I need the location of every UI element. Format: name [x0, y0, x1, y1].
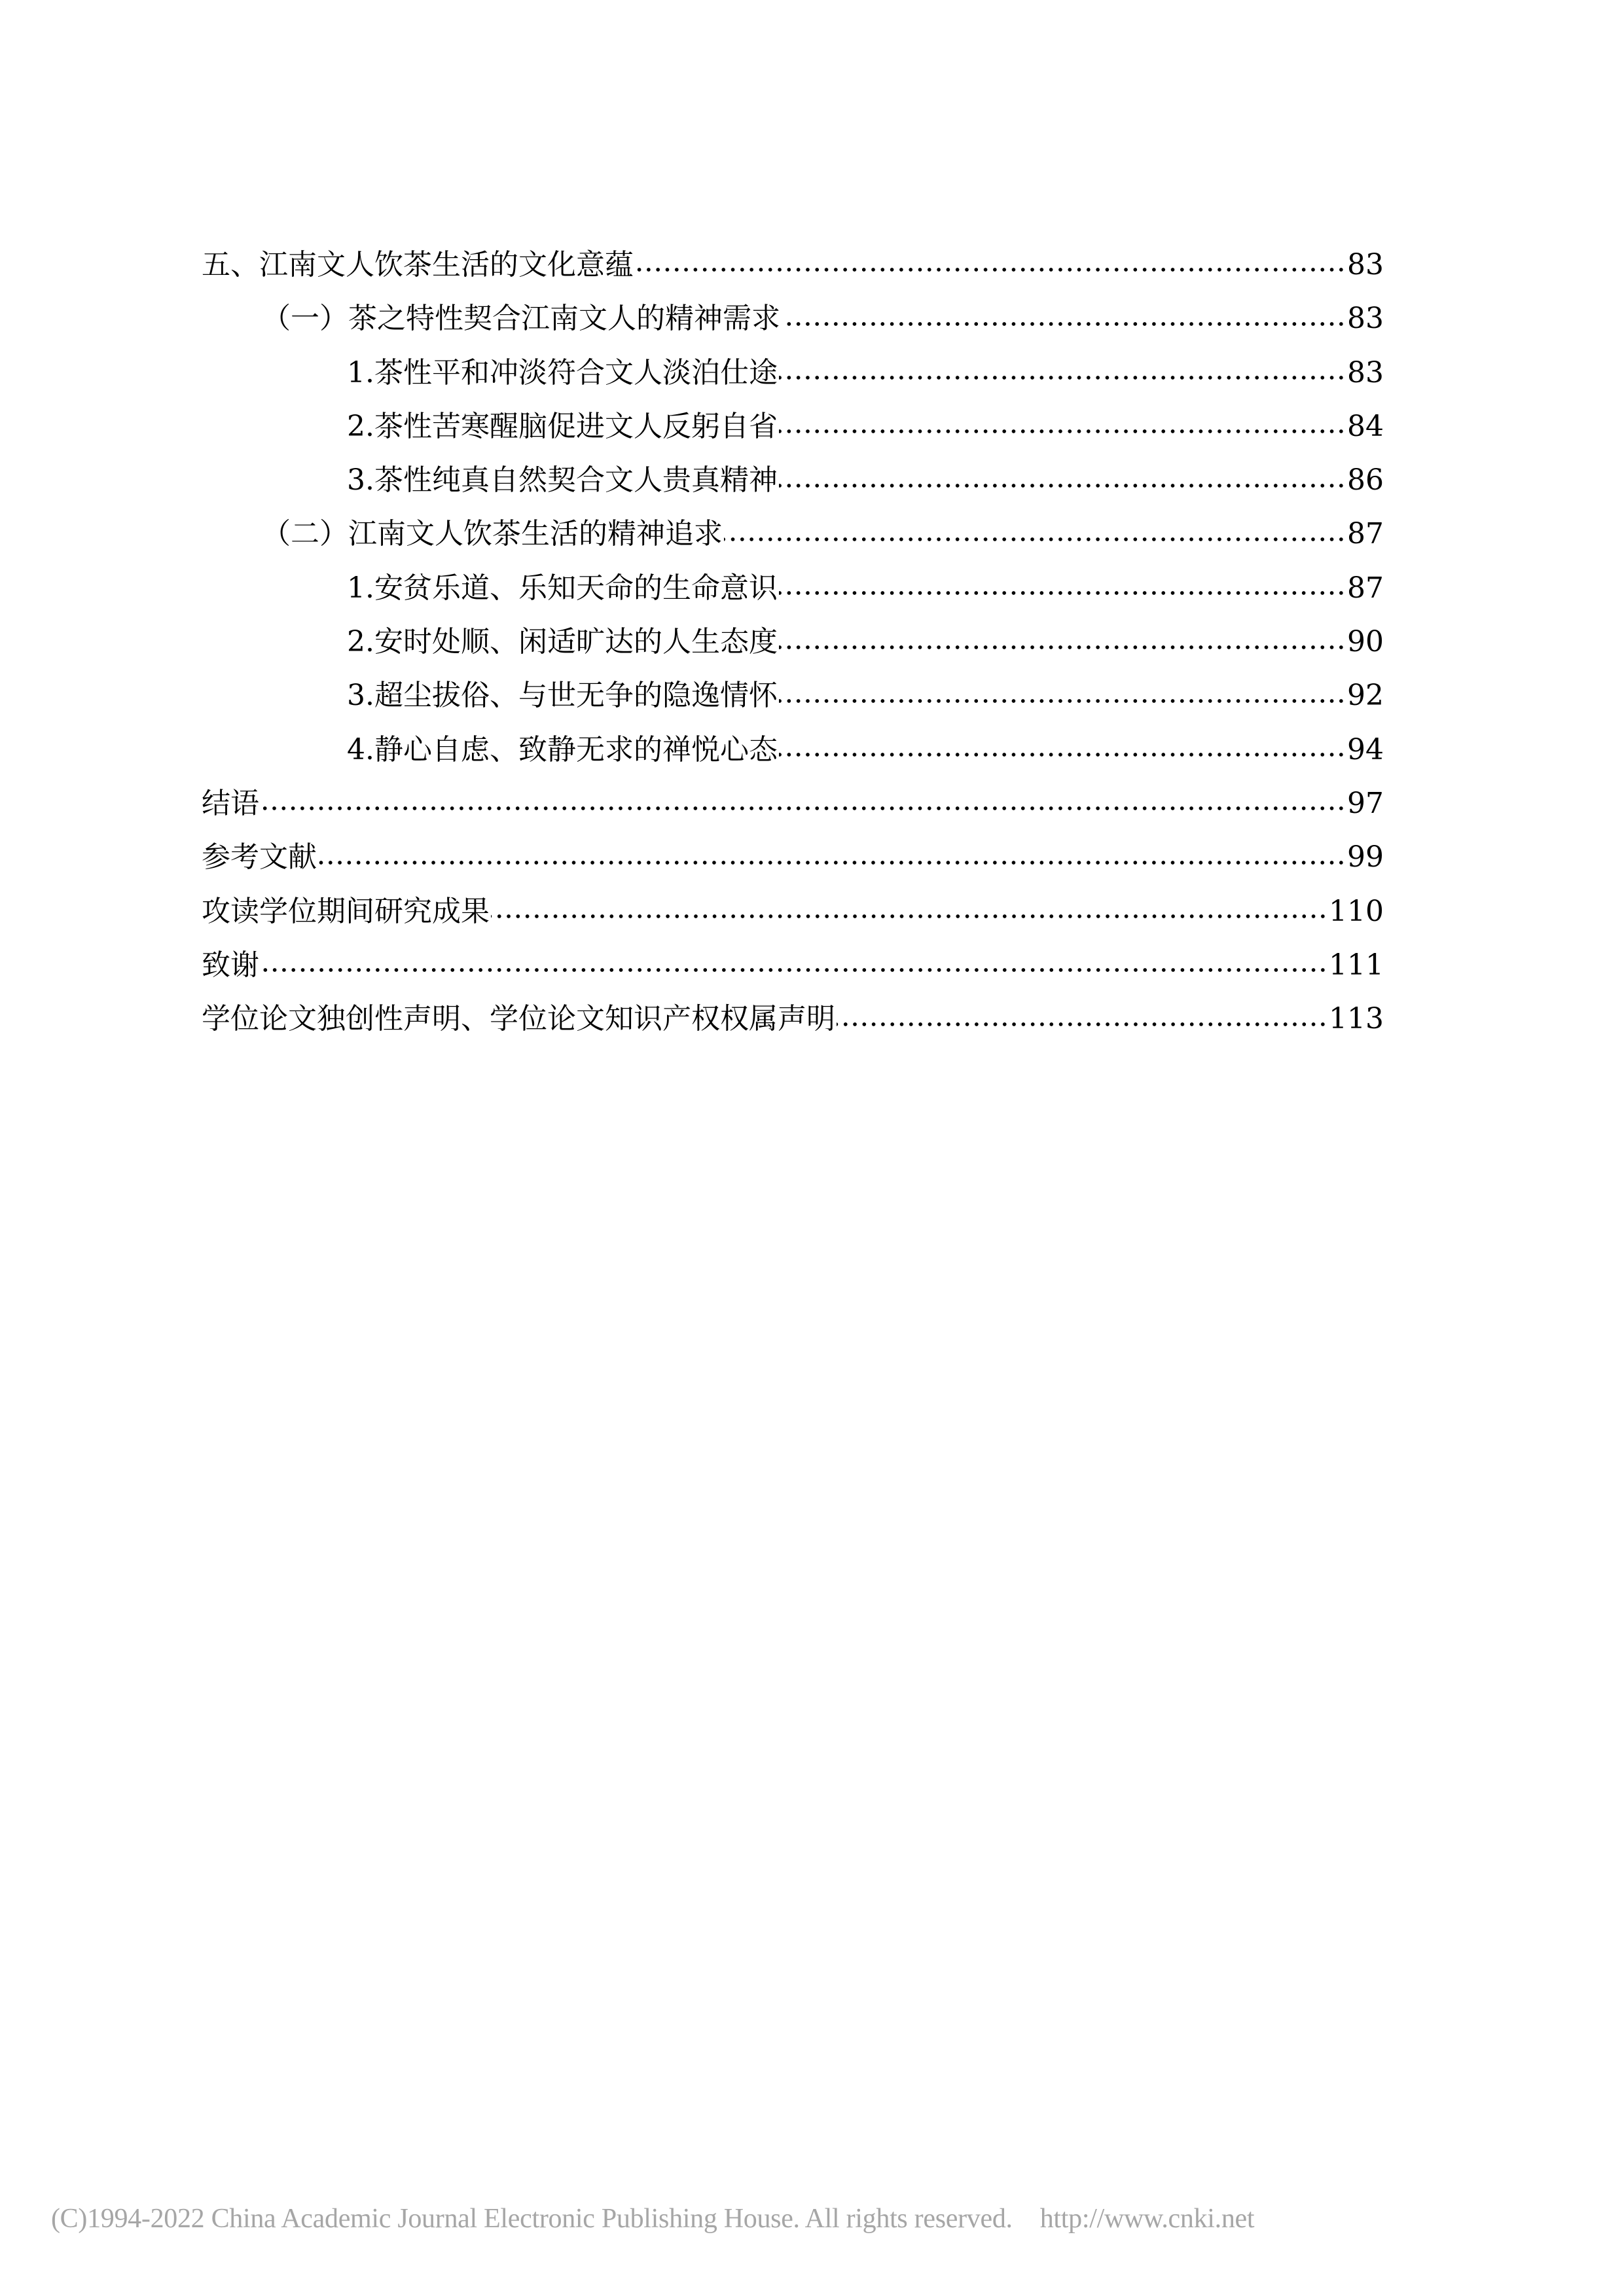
toc-entry-title: 3.茶性纯真自然契合文人贵真精神: [347, 463, 778, 497]
toc-entry-title: 1.茶性平和冲淡符合文人淡泊仕途: [347, 355, 778, 389]
toc-entry[interactable]: [202, 939, 1384, 992]
toc-entry-page: 86: [1347, 463, 1384, 497]
toc-leader-dots: [779, 407, 1346, 436]
toc-leader-dots: [318, 838, 1346, 867]
copyright-footer: [51, 2203, 1254, 2234]
toc-leader-dots: [779, 730, 1346, 759]
toc-entry-title: 2.安时处顺、闲适旷达的人生态度: [347, 625, 778, 659]
toc-leader-dots: [779, 569, 1346, 598]
toc-entry-page: 90: [1347, 625, 1384, 659]
table-of-contents: [202, 238, 1384, 1046]
toc-entry-page: 113: [1329, 1002, 1384, 1036]
toc-entry-page: 94: [1347, 732, 1384, 766]
cnki-url[interactable]: http://www.cnki.net: [1039, 2204, 1255, 2234]
toc-entry[interactable]: [202, 885, 1384, 939]
toc-entry[interactable]: [202, 238, 1384, 292]
toc-entry[interactable]: [202, 723, 1384, 777]
toc-entry[interactable]: [202, 346, 1384, 400]
toc-entry-page: 97: [1347, 786, 1384, 820]
toc-entry-page: 92: [1347, 679, 1384, 713]
toc-leader-dots: [261, 784, 1346, 813]
toc-entry[interactable]: [202, 615, 1384, 669]
toc-entry-page: 111: [1329, 948, 1384, 982]
toc-entry-title: 参考文献: [202, 840, 317, 874]
toc-entry-title: （一）茶之特性契合江南文人的精神需求: [262, 302, 780, 336]
toc-entry[interactable]: [202, 831, 1384, 884]
toc-entry-title: 致谢: [202, 948, 259, 982]
toc-entry-page: 99: [1347, 840, 1384, 874]
toc-leader-dots: [837, 999, 1327, 1028]
toc-entry-page: 83: [1347, 302, 1384, 336]
toc-entry-title: 五、江南文人饮茶生活的文化意蕴: [202, 248, 634, 281]
toc-entry-page: 83: [1347, 248, 1384, 281]
copyright-text: (C)1994-2022 China Academic Journal Electronic Publishing House. All rights reserved.: [51, 2204, 1013, 2234]
toc-leader-dots: [779, 461, 1346, 490]
toc-leader-dots: [261, 946, 1327, 975]
toc-entry-title: 4.静心自虑、致静无求的禅悦心态: [347, 732, 778, 766]
toc-leader-dots: [491, 892, 1327, 921]
toc-entry-title: 2.茶性苦寒醒脑促进文人反躬自省: [347, 409, 778, 443]
toc-entry-title: 1.安贫乐道、乐知天命的生命意识: [347, 571, 778, 605]
toc-leader-dots: [779, 676, 1346, 705]
toc-entry-title: （二）江南文人饮茶生活的精神追求: [262, 517, 723, 551]
toc-entry-title: 攻读学位期间研究成果: [202, 894, 490, 928]
toc-entry[interactable]: [202, 507, 1384, 561]
toc-entry[interactable]: [202, 454, 1384, 507]
toc-entry-title: 学位论文独创性声明、学位论文知识产权权属声明: [202, 1002, 835, 1036]
toc-entry-page: 84: [1347, 409, 1384, 443]
toc-entry[interactable]: [202, 292, 1384, 346]
toc-entry-page: 110: [1329, 894, 1384, 928]
toc-leader-dots: [724, 514, 1346, 543]
toc-entry-page: 87: [1347, 517, 1384, 551]
toc-entry[interactable]: [202, 992, 1384, 1046]
toc-leader-dots: [779, 353, 1346, 382]
toc-entry-page: 87: [1347, 571, 1384, 605]
toc-leader-dots: [779, 622, 1346, 651]
toc-entry[interactable]: [202, 562, 1384, 615]
toc-leader-dots: [782, 299, 1346, 328]
toc-leader-dots: [635, 245, 1346, 274]
toc-entry[interactable]: [202, 777, 1384, 831]
toc-entry[interactable]: [202, 400, 1384, 454]
toc-entry[interactable]: [202, 669, 1384, 723]
toc-entry-title: 结语: [202, 786, 259, 820]
toc-entry-title: 3.超尘拔俗、与世无争的隐逸情怀: [347, 679, 778, 713]
toc-entry-page: 83: [1347, 355, 1384, 389]
